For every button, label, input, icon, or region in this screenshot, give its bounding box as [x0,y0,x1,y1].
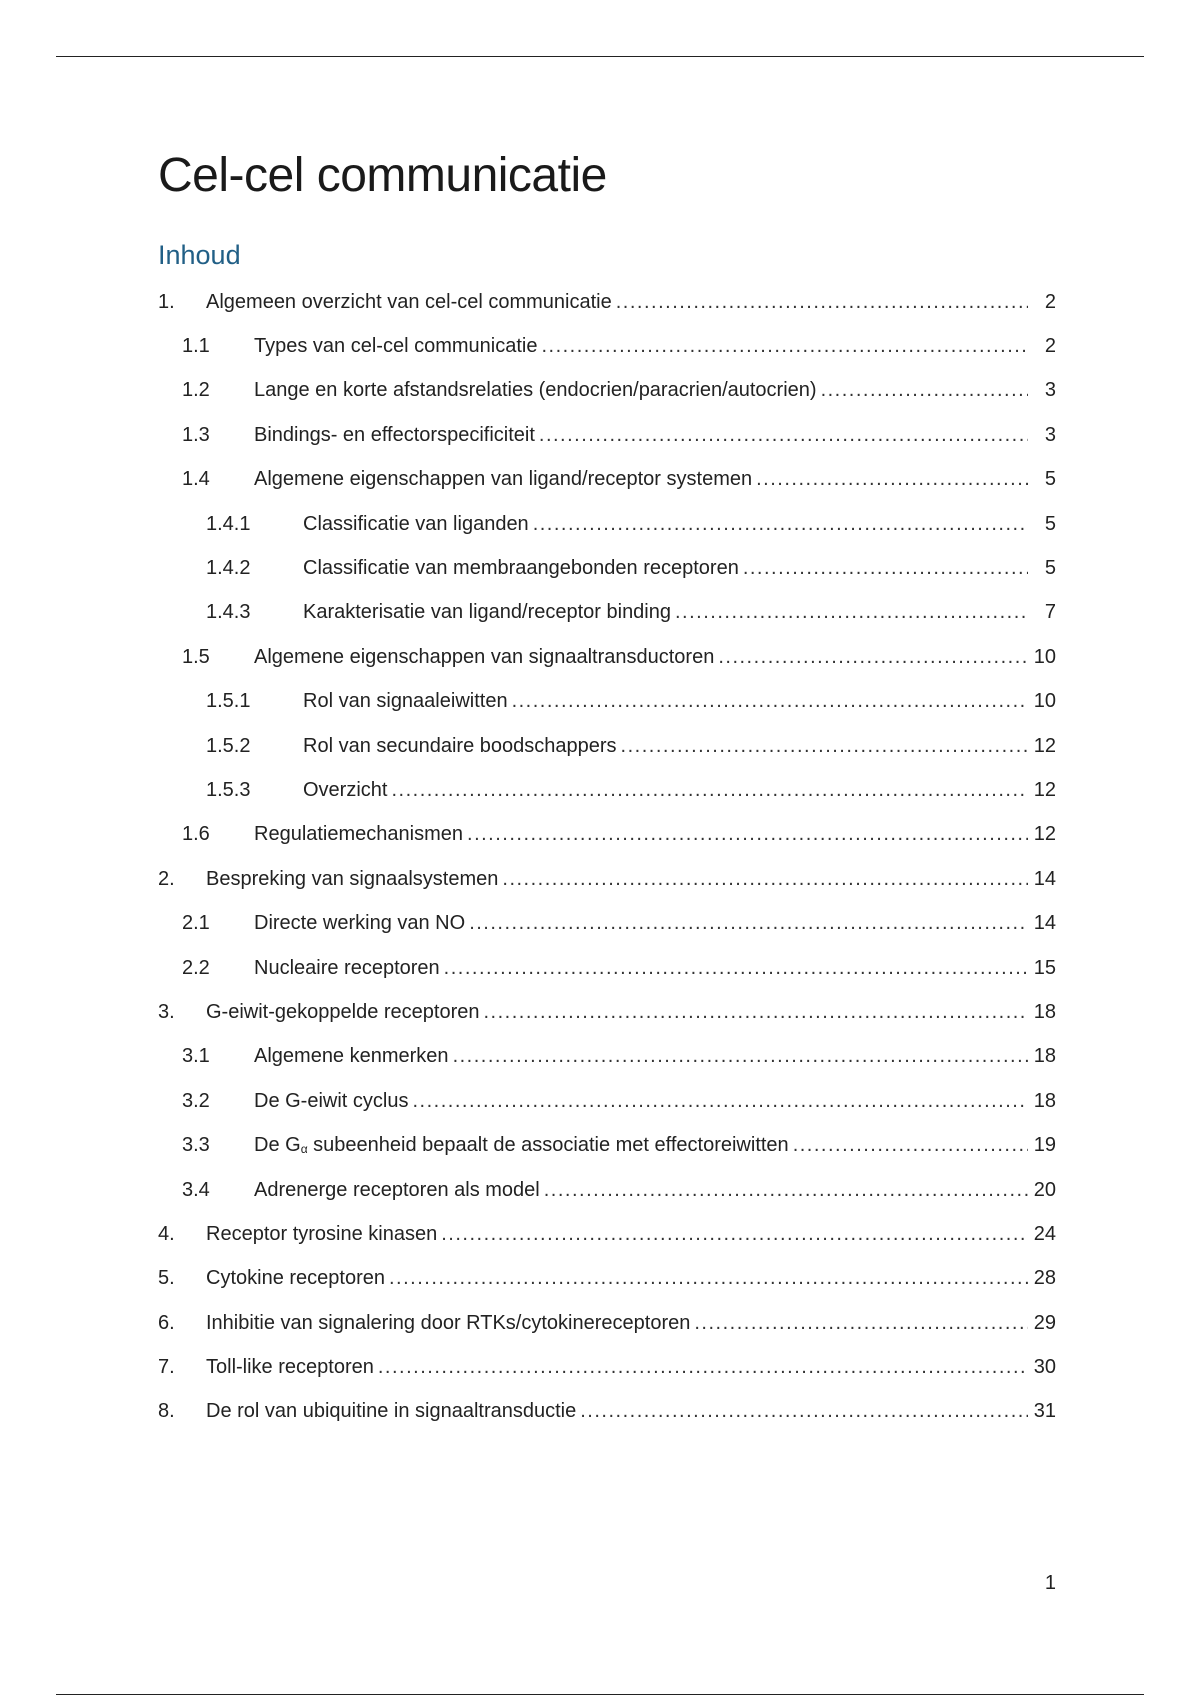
toc-entry-number: 4. [158,1222,175,1245]
toc-entry-title: Algemeen overzicht van cel-cel communicatie [206,291,616,314]
toc-entry-number: 5. [158,1267,175,1290]
toc-dot-leader [756,468,1028,491]
toc-entry-number: 3. [158,1000,175,1023]
toc-entry-page-number: 10 [1028,646,1056,669]
toc-entry-title-part: subeenheid bepaalt de associatie met effectoreiwitten [307,1134,789,1157]
table-of-contents [158,280,1056,1434]
toc-entry-label-row [206,868,1056,891]
toc-entry-number: 6. [158,1311,175,1334]
toc-entry-page-number: 18 [1028,1045,1056,1068]
toc-entry-number: 8. [158,1400,175,1423]
toc-entry-page-number: 2 [1028,291,1056,314]
toc-entry-title: Nucleaire receptoren [254,957,444,980]
toc-entry[interactable] [158,591,1056,635]
toc-dot-leader [469,912,1028,935]
toc-dot-leader [621,735,1028,758]
toc-entry-title: Adrenerge receptoren als model [254,1179,544,1202]
toc-entry-title: Inhibitie van signalering door RTKs/cytokinereceptoren [206,1312,694,1335]
toc-entry-title: Classificatie van membraangebonden receptoren [303,557,743,580]
toc-entry-page-number: 30 [1028,1356,1056,1379]
toc-entry-page-number: 31 [1028,1400,1056,1423]
toc-entry-number: 7. [158,1356,175,1379]
toc-entry[interactable] [158,1168,1056,1212]
toc-entry-label-row [303,557,1056,580]
toc-entry-page-number: 18 [1028,1090,1056,1113]
toc-dot-leader [541,335,1028,358]
toc-dot-leader [412,1090,1028,1113]
toc-entry-page-number: 15 [1028,957,1056,980]
toc-entry[interactable] [158,768,1056,812]
toc-entry-label-row [206,1400,1056,1423]
toc-entry-label-row [303,779,1056,802]
toc-entry-label-row [254,335,1056,358]
toc-entry[interactable] [158,1123,1056,1167]
toc-entry-number: 3.2 [182,1089,210,1112]
toc-entry[interactable] [158,1079,1056,1123]
toc-entry-page-number: 20 [1028,1179,1056,1202]
toc-entry[interactable] [158,1212,1056,1256]
toc-entry-title: Algemene eigenschappen van ligand/receptor systemen [254,468,756,491]
toc-entry-number: 1.1 [182,335,210,358]
toc-entry-label-row [206,291,1056,314]
toc-entry-title: Regulatiemechanismen [254,823,467,846]
toc-entry-title: Karakterisatie van ligand/receptor binding [303,601,675,624]
document-title: Cel-cel communicatie [158,149,607,202]
toc-entry[interactable] [158,1345,1056,1389]
toc-entry[interactable] [158,458,1056,502]
toc-entry-title-subscript: α [300,1142,308,1157]
toc-entry-number: 2. [158,867,175,890]
toc-entry-label-row [206,1267,1056,1290]
toc-entry-label-row [254,1134,1056,1157]
toc-entry-number: 1.4 [182,468,210,491]
toc-entry-number: 2.1 [182,912,210,935]
toc-entry-label-row [254,1090,1056,1113]
toc-entry-title: Toll-like receptoren [206,1356,378,1379]
toc-dot-leader [616,291,1028,314]
toc-dot-leader [743,557,1028,580]
header-rule [56,56,1144,57]
toc-dot-leader [467,823,1028,846]
toc-entry-number: 1.5.3 [206,778,251,801]
toc-dot-leader [391,779,1028,802]
toc-entry-title: Types van cel-cel communicatie [254,335,541,358]
toc-dot-leader [821,379,1028,402]
toc-entry-label-row [254,957,1056,980]
toc-entry-page-number: 12 [1028,823,1056,846]
toc-dot-leader [718,646,1028,669]
toc-dot-leader [512,690,1028,713]
toc-entry-page-number: 5 [1028,557,1056,580]
toc-entry-title-part: De G [254,1134,301,1157]
toc-entry-label-row [254,912,1056,935]
toc-entry-label-row [254,823,1056,846]
toc-entry-title: G-eiwit-gekoppelde receptoren [206,1001,484,1024]
toc-dot-leader [389,1267,1028,1290]
toc-entry-page-number: 18 [1028,1001,1056,1024]
toc-entry-page-number: 3 [1028,379,1056,402]
toc-entry-label-row [206,1312,1056,1335]
toc-dot-leader [444,957,1028,980]
toc-entry-number: 1.4.2 [206,557,251,580]
toc-entry-label-row [254,424,1056,447]
toc-entry-number: 2.2 [182,956,210,979]
toc-entry-label-row [254,468,1056,491]
toc-dot-leader [544,1179,1028,1202]
toc-entry-page-number: 5 [1028,513,1056,536]
toc-entry-title: Classificatie van liganden [303,513,533,536]
toc-entry[interactable] [158,546,1056,590]
toc-dot-leader [539,424,1028,447]
toc-dot-leader [484,1001,1029,1024]
toc-entry-page-number: 24 [1028,1223,1056,1246]
toc-entry-page-number: 10 [1028,690,1056,713]
toc-dot-leader [675,601,1028,624]
toc-entry-title: Receptor tyrosine kinasen [206,1223,441,1246]
toc-dot-leader [502,868,1028,891]
toc-dot-leader [453,1045,1028,1068]
toc-entry[interactable] [158,813,1056,857]
toc-dot-leader [378,1356,1028,1379]
toc-entry[interactable] [158,1301,1056,1345]
toc-entry[interactable] [158,502,1056,546]
toc-entry-label-row [254,646,1056,669]
toc-entry-label-row [303,735,1056,758]
toc-entry-title: Algemene kenmerken [254,1045,453,1068]
toc-entry[interactable] [158,857,1056,901]
toc-entry-label-row [206,1223,1056,1246]
toc-entry-page-number: 3 [1028,424,1056,447]
toc-entry-title: Rol van secundaire boodschappers [303,735,621,758]
toc-entry-page-number: 12 [1028,779,1056,802]
toc-entry-label-row [206,1356,1056,1379]
toc-entry-title: Algemene eigenschappen van signaaltransductoren [254,646,718,669]
toc-entry-title: Lange en korte afstandsrelaties (endocrien/paracrien/autocrien) [254,379,821,402]
toc-entry-page-number: 29 [1028,1312,1056,1335]
toc-entry-number: 1.2 [182,379,210,402]
toc-entry-page-number: 28 [1028,1267,1056,1290]
toc-entry-label-row [254,379,1056,402]
toc-entry-page-number: 14 [1028,868,1056,891]
toc-entry-number: 1. [158,290,175,313]
toc-entry[interactable] [158,324,1056,368]
toc-entry-number: 3.1 [182,1045,210,1068]
toc-entry[interactable] [158,369,1056,413]
toc-entry[interactable] [158,413,1056,457]
toc-entry-page-number: 14 [1028,912,1056,935]
toc-entry-label-row [206,1001,1056,1024]
toc-entry-page-number: 5 [1028,468,1056,491]
toc-entry-label-row [303,690,1056,713]
toc-entry-title [254,1134,793,1157]
toc-entry-title: Bespreking van signaalsystemen [206,868,502,891]
toc-entry-label-row [254,1045,1056,1068]
page-number: 1 [1044,1572,1056,1594]
toc-entry[interactable] [158,280,1056,324]
toc-entry-page-number: 7 [1028,601,1056,624]
toc-entry-page-number: 12 [1028,735,1056,758]
toc-entry-title: De rol van ubiquitine in signaaltransductie [206,1400,580,1423]
toc-dot-leader [580,1400,1028,1423]
toc-entry-title: Bindings- en effectorspecificiteit [254,424,539,447]
toc-entry-number: 1.5 [182,645,210,668]
toc-entry[interactable] [158,680,1056,724]
toc-entry-label-row [303,513,1056,536]
toc-entry[interactable] [158,635,1056,679]
toc-entry-label-row [303,601,1056,624]
toc-entry-number: 3.3 [182,1134,210,1157]
toc-entry-title: Directe werking van NO [254,912,469,935]
toc-entry-label-row [254,1179,1056,1202]
toc-entry-number: 3.4 [182,1178,210,1201]
toc-dot-leader [533,513,1028,536]
toc-entry-number: 1.3 [182,423,210,446]
toc-entry-number: 1.5.1 [206,690,251,713]
toc-entry-title: De G-eiwit cyclus [254,1090,412,1113]
toc-entry-page-number: 19 [1028,1134,1056,1157]
toc-entry-number: 1.4.1 [206,512,251,535]
toc-entry-number: 1.4.3 [206,601,251,624]
toc-heading: Inhoud [158,240,241,270]
toc-entry[interactable] [158,1390,1056,1434]
toc-dot-leader [793,1134,1028,1157]
toc-entry[interactable] [158,724,1056,768]
toc-entry-number: 1.6 [182,823,210,846]
toc-entry[interactable] [158,1035,1056,1079]
toc-entry[interactable] [158,901,1056,945]
toc-dot-leader [694,1312,1028,1335]
toc-entry-title: Overzicht [303,779,391,802]
toc-dot-leader [441,1223,1028,1246]
toc-entry[interactable] [158,1257,1056,1301]
toc-entry[interactable] [158,990,1056,1034]
toc-entry-title: Cytokine receptoren [206,1267,389,1290]
footer-rule [56,1694,1144,1695]
toc-entry[interactable] [158,946,1056,990]
toc-entry-title: Rol van signaaleiwitten [303,690,512,713]
toc-entry-page-number: 2 [1028,335,1056,358]
toc-entry-number: 1.5.2 [206,734,251,757]
